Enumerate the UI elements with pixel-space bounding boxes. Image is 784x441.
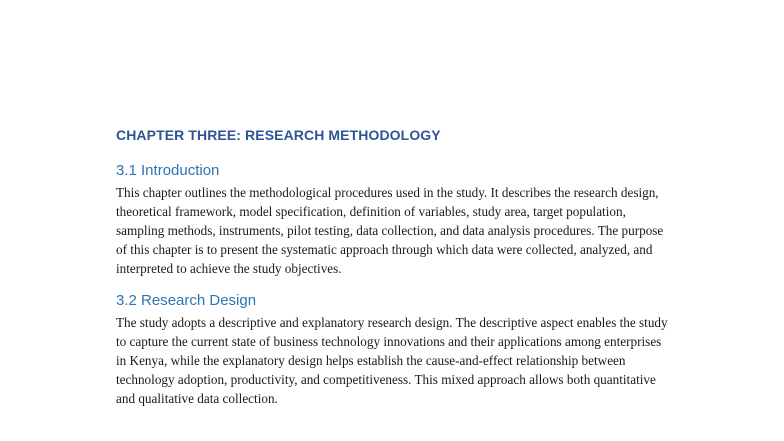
- chapter-title: CHAPTER THREE: RESEARCH METHODOLOGY: [116, 127, 441, 143]
- document-content: [116, 126, 676, 408]
- section-heading-introduction: 3.1 Introduction: [116, 162, 220, 179]
- research-design-paragraph: The study adopts a descriptive and explanatory research design. The descriptive aspect enables the study to capture the current state of business technology innovations and their applications among enterprises in Kenya, while the explanatory design helps establish the cause-and-effect relationship between technology adoption, productivity, and competitiveness. This mixed approach allows both quantitative and qualitative data collection.: [116, 315, 668, 406]
- section-heading-research-design: 3.2 Research Design: [116, 292, 257, 309]
- introduction-paragraph: This chapter outlines the methodological procedures used in the study. It describes the research design, theoretical framework, model specification, definition of variables, study area, target population, sampling methods, instruments, pilot testing, data collection, and data analysis procedures. The purpose of this chapter is to present the systematic approach through which data were collected, analyzed, and interpreted to achieve the study objectives.: [116, 185, 664, 276]
